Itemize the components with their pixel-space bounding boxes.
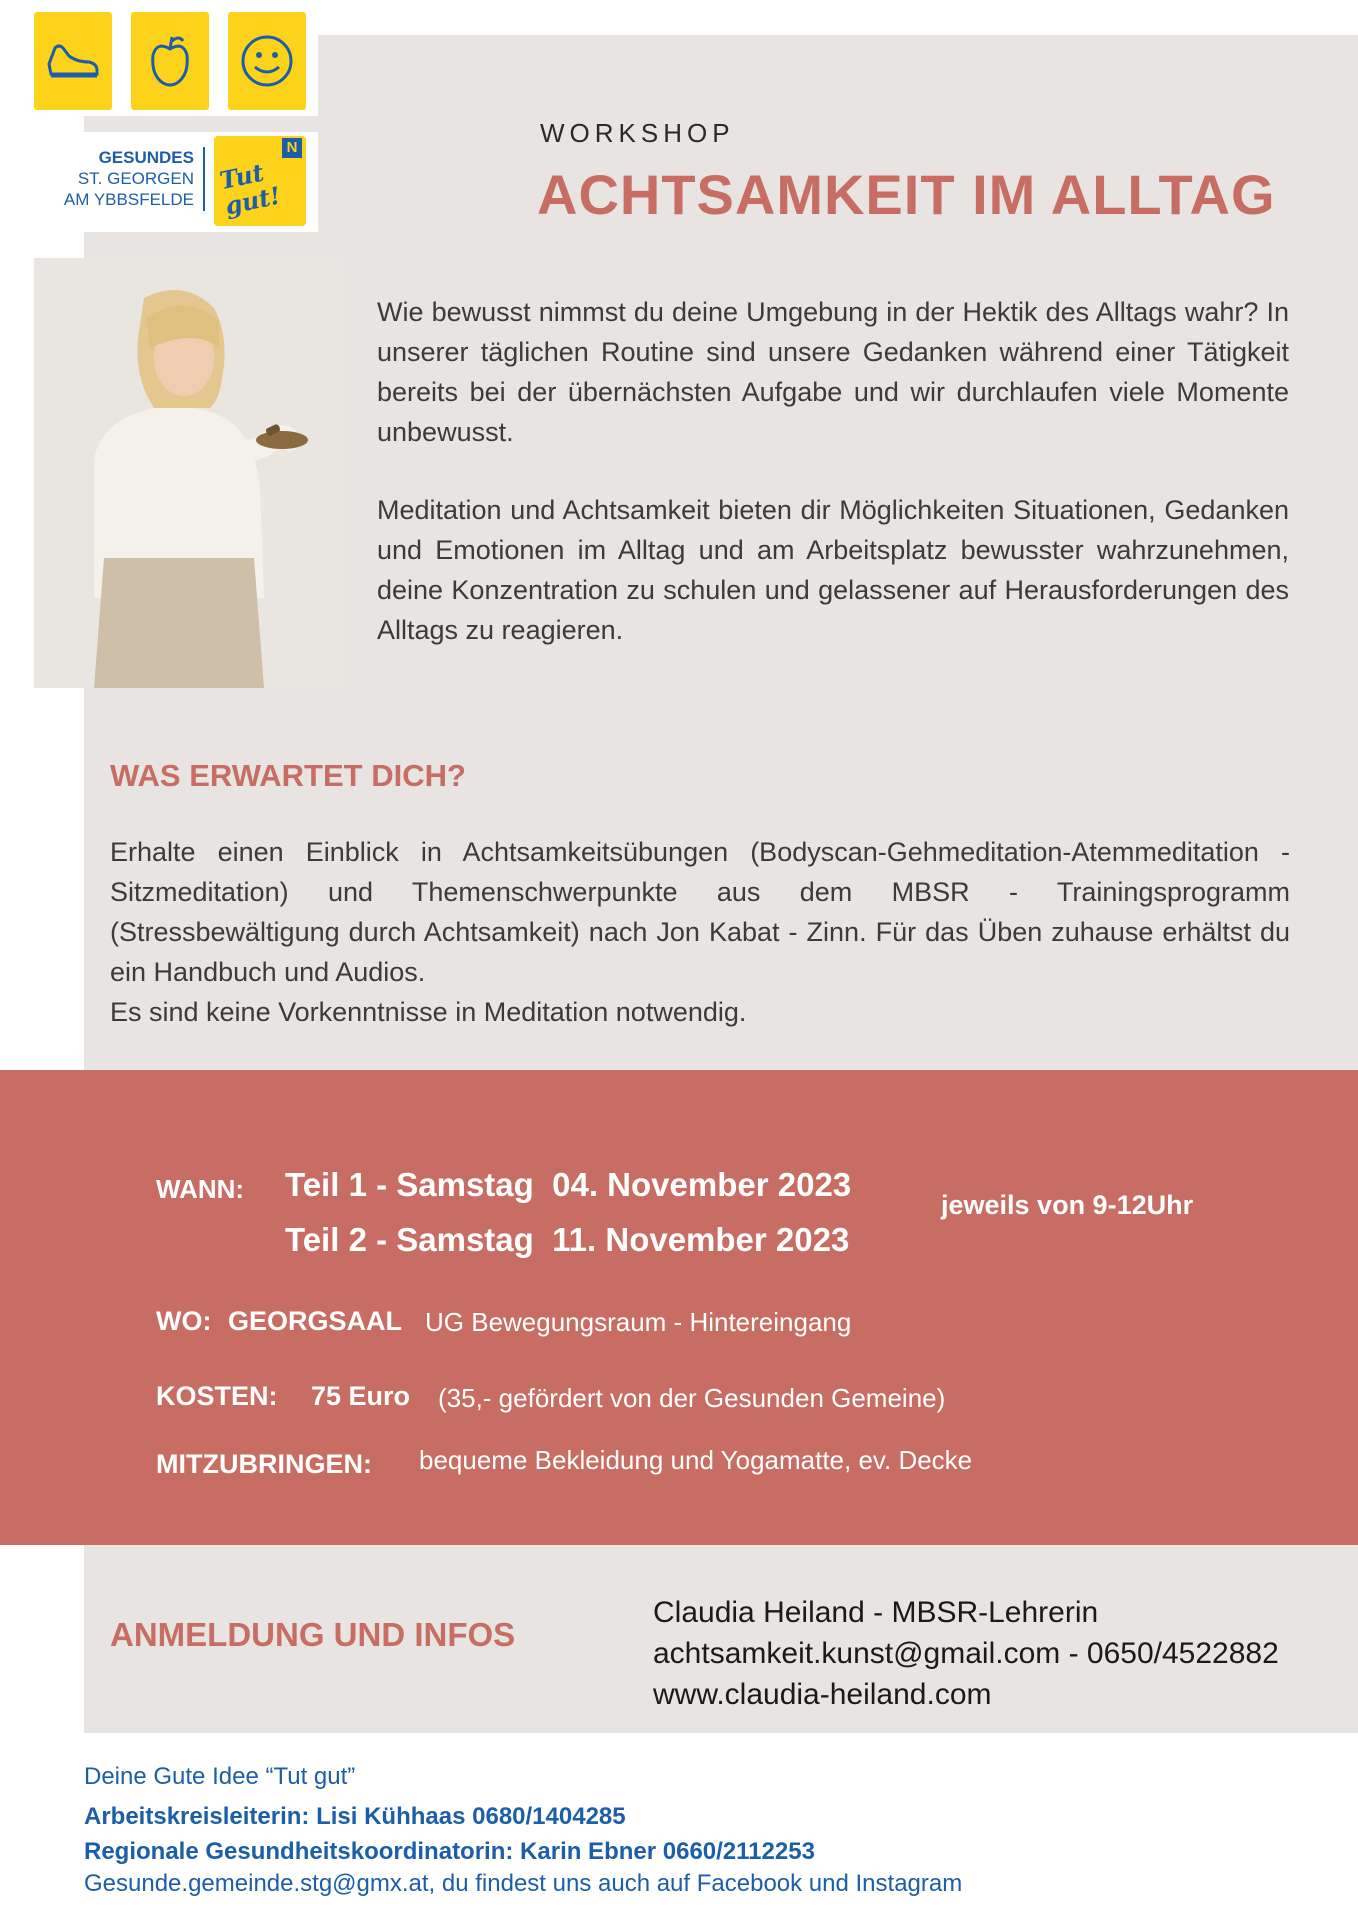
apple-icon bbox=[145, 31, 195, 91]
tut-gut-text: Tut gut! bbox=[217, 157, 284, 221]
municipality-name bbox=[34, 147, 194, 210]
bring-label: MITZUBRINGEN: bbox=[156, 1449, 372, 1479]
venue-room: UG Bewegungsraum - Hintereingang bbox=[425, 1307, 852, 1337]
contact-email-phone[interactable]: achtsamkeit.kunst@gmail.com - 0650/4522882 bbox=[653, 1637, 1279, 1670]
logo-divider bbox=[203, 147, 205, 211]
expect-note: Es sind keine Vorkenntnisse in Meditation notwendig. bbox=[110, 997, 747, 1027]
workshop-kicker: WORKSHOP bbox=[540, 118, 735, 148]
logo-line3: AM YBBSFELDE bbox=[63, 190, 194, 209]
logo-line2: ST. GEORGEN bbox=[77, 169, 194, 188]
intro-paragraph-2: Meditation und Achtsamkeit bieten dir Möglichkeiten Situationen, Gedanken und Emotionen im Alltag und am Arbeitsplatz bewusster wahrzunehmen, deine Konzentration zu schulen und gelassener auf Herausforderungen des Alltags zu reagieren. bbox=[377, 495, 1289, 645]
registration-heading: ANMELDUNG UND INFOS bbox=[110, 1616, 516, 1653]
tut-gut-badge bbox=[214, 136, 306, 226]
session-time: jeweils von 9-12Uhr bbox=[941, 1190, 1194, 1220]
expect-heading: WAS ERWARTET DICH? bbox=[110, 758, 466, 793]
logo-line1: GESUNDES bbox=[98, 148, 194, 167]
shoe-icon bbox=[43, 36, 103, 86]
expect-body bbox=[110, 832, 1290, 1032]
tut-gut-letter: N bbox=[282, 138, 302, 158]
smiley-icon bbox=[239, 33, 295, 89]
cost-note: (35,- gefördert von der Gesunden Gemeine) bbox=[438, 1383, 946, 1413]
cost-label: KOSTEN: bbox=[156, 1381, 278, 1411]
bring-value: bequeme Bekleidung und Yogamatte, ev. Decke bbox=[419, 1445, 973, 1475]
shoe-tile bbox=[34, 12, 112, 110]
session-1-date: Teil 1 - Samstag 04. November 2023 bbox=[285, 1166, 852, 1203]
when-label: WANN: bbox=[156, 1174, 245, 1204]
instructor-illustration bbox=[34, 258, 346, 688]
footer-leader: Arbeitskreisleiterin: Lisi Kühhaas 0680/1404285 bbox=[84, 1803, 626, 1830]
smiley-tile bbox=[228, 12, 306, 110]
footer-tagline: Deine Gute Idee “Tut gut” bbox=[84, 1763, 356, 1790]
contact-block bbox=[653, 1592, 1279, 1715]
footer-coordinator: Regionale Gesundheitskoordinatorin: Karin Ebner 0660/2112253 bbox=[84, 1838, 815, 1865]
intro-paragraph-1: Wie bewusst nimmst du deine Umgebung in der Hektik des Alltags wahr? In unserer täglichen Routine sind unsere Gedanken während einer Tätigkeit bereits bei der übernächsten Aufgabe und wir durchlaufen viele Momente unbewusst. bbox=[377, 297, 1289, 447]
expect-text: Erhalte einen Einblick in Achtsamkeitsübungen (Bodyscan-Gehmeditation-Atemmeditation - Sitzmeditation) und Themenschwerpunkte aus dem MBSR - Trainingsprogramm (Stressbewältigung durch Achtsamkeit) nach Jon Kabat - Zinn. Für das Üben zuhause erhältst du ein Handbuch und Audios. bbox=[110, 837, 1290, 987]
footer-email-social[interactable]: Gesunde.gemeinde.stg@gmx.at, du findest uns auch auf Facebook und Instagram bbox=[84, 1870, 963, 1897]
cost-value: 75 Euro bbox=[311, 1381, 411, 1411]
contact-website[interactable]: www.claudia-heiland.com bbox=[653, 1678, 992, 1711]
venue-name: GEORGSAAL bbox=[228, 1306, 403, 1336]
page-title: ACHTSAMKEIT IM ALLTAG bbox=[537, 163, 1276, 226]
apple-tile bbox=[131, 12, 209, 110]
where-label: WO: bbox=[156, 1306, 212, 1336]
session-2-date: Teil 2 - Samstag 11. November 2023 bbox=[285, 1221, 850, 1258]
instructor-photo bbox=[34, 258, 346, 688]
contact-name: Claudia Heiland - MBSR-Lehrerin bbox=[653, 1596, 1099, 1629]
